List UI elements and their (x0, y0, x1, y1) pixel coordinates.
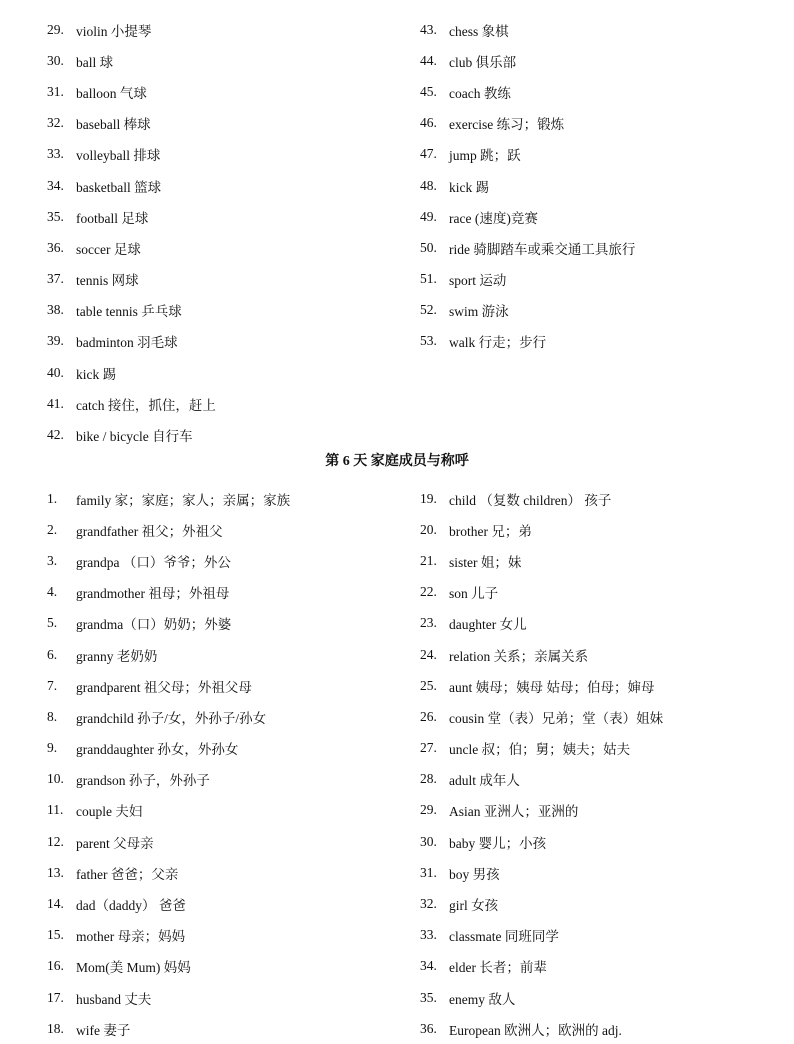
item-number: 51. (420, 271, 437, 287)
item-text: dad（daddy） 爸爸 (76, 898, 186, 914)
vocab-item (420, 733, 780, 764)
section1-right-column (420, 14, 780, 357)
vocab-item (420, 951, 780, 982)
item-text: grandson 孙子，外孙子 (76, 773, 210, 789)
item-text: grandmother 祖母；外祖母 (76, 586, 230, 602)
item-text: table tennis 乒乓球 (76, 304, 182, 320)
item-text: exercise 练习；锻炼 (449, 117, 565, 133)
item-text: wife 妻子 (76, 1022, 131, 1038)
item-number: 45. (420, 83, 437, 99)
item-text: family 家；家庭；家人；亲属；家族 (76, 492, 291, 508)
item-number: 15. (47, 927, 64, 943)
item-text: grandma（口）奶奶；外婆 (76, 617, 232, 633)
item-text: grandchild 孙子/女，外孙子/孙女 (76, 710, 267, 726)
vocab-item (420, 888, 780, 919)
item-number: 35. (420, 989, 437, 1005)
item-number: 53. (420, 333, 437, 349)
vocab-item (47, 608, 407, 639)
item-text: coach 教练 (449, 85, 511, 101)
item-number: 50. (420, 239, 437, 255)
vocab-item (420, 577, 780, 608)
item-text: granddaughter 孙女，外孙女 (76, 742, 239, 758)
item-number: 5. (47, 615, 58, 631)
item-text: grandfather 祖父；外祖父 (76, 523, 223, 539)
vocab-item (47, 14, 407, 45)
item-number: 18. (47, 1020, 64, 1036)
vocab-item (47, 951, 407, 982)
vocab-item (47, 139, 407, 170)
vocab-item (420, 295, 780, 326)
vocab-item (420, 545, 780, 576)
item-text: race (速度)竞赛 (449, 210, 538, 226)
vocab-item (47, 232, 407, 263)
vocab-item (47, 577, 407, 608)
item-number: 27. (420, 740, 437, 756)
item-number: 26. (420, 708, 437, 724)
item-text: badminton 羽毛球 (76, 335, 178, 351)
item-text: club 俱乐部 (449, 54, 517, 70)
item-number: 36. (420, 1020, 437, 1036)
vocab-item (47, 419, 407, 450)
item-number: 22. (420, 584, 437, 600)
item-text: girl 女孩 (449, 898, 499, 914)
item-text: swim 游泳 (449, 304, 509, 320)
item-number: 49. (420, 208, 437, 224)
vocab-item (47, 514, 407, 545)
vocab-item (47, 45, 407, 76)
vocab-item (420, 982, 780, 1013)
vocab-item (47, 108, 407, 139)
item-number: 1. (47, 490, 58, 506)
vocab-item (47, 76, 407, 107)
vocab-item (420, 795, 780, 826)
item-text: grandparent 祖父母；外祖父母 (76, 679, 252, 695)
vocab-item (47, 795, 407, 826)
item-text: European 欧洲人；欧洲的 adj. (449, 1022, 622, 1038)
item-number: 20. (420, 521, 437, 537)
item-number: 34. (47, 177, 64, 193)
vocab-item (420, 201, 780, 232)
item-number: 8. (47, 708, 58, 724)
item-text: baby 婴儿；小孩 (449, 835, 547, 851)
vocab-item (420, 45, 780, 76)
item-number: 52. (420, 302, 437, 318)
item-text: son 儿子 (449, 586, 499, 602)
vocab-item (47, 888, 407, 919)
vocab-item (420, 608, 780, 639)
item-text: elder 长者；前辈 (449, 960, 547, 976)
vocab-item (420, 764, 780, 795)
item-text: mother 母亲；妈妈 (76, 929, 186, 945)
vocab-item (420, 108, 780, 139)
item-text: couple 夫妇 (76, 804, 143, 820)
item-text: ball 球 (76, 54, 114, 70)
item-number: 14. (47, 896, 64, 912)
item-number: 33. (420, 927, 437, 943)
vocab-item (420, 826, 780, 857)
item-text: ride 骑脚踏车或乘交通工具旅行 (449, 241, 636, 257)
section-heading: 第 6 天 家庭成员与称呼 (325, 454, 469, 469)
vocab-item (47, 857, 407, 888)
item-number: 47. (420, 146, 437, 162)
item-text: baseball 棒球 (76, 117, 151, 133)
item-number: 36. (47, 239, 64, 255)
item-text: daughter 女儿 (449, 617, 527, 633)
item-text: aunt 姨母；姨母 姑母；伯母；婶母 (449, 679, 655, 695)
item-number: 30. (420, 833, 437, 849)
vocab-item (420, 232, 780, 263)
item-number: 12. (47, 833, 64, 849)
vocab-item (420, 670, 780, 701)
vocab-item (47, 982, 407, 1013)
item-number: 21. (420, 552, 437, 568)
item-text: balloon 气球 (76, 85, 147, 101)
item-text: walk 行走；步行 (449, 335, 547, 351)
item-number: 11. (47, 802, 64, 818)
vocab-item (420, 76, 780, 107)
item-number: 9. (47, 740, 58, 756)
section2-left-column (47, 483, 407, 1044)
item-text: parent 父母亲 (76, 835, 154, 851)
item-number: 34. (420, 958, 437, 974)
item-number: 2. (47, 521, 58, 537)
item-text: kick 踢 (449, 179, 490, 195)
vocab-item (47, 201, 407, 232)
item-number: 24. (420, 646, 437, 662)
vocab-item (420, 514, 780, 545)
item-number: 30. (47, 52, 64, 68)
item-number: 32. (420, 896, 437, 912)
item-number: 44. (420, 52, 437, 68)
section2-right-column (420, 483, 780, 1044)
vocab-item (47, 826, 407, 857)
vocab-item (47, 545, 407, 576)
vocab-item (420, 264, 780, 295)
item-number: 40. (47, 364, 64, 380)
item-text: bike / bicycle 自行车 (76, 429, 193, 445)
item-number: 19. (420, 490, 437, 506)
vocab-item (47, 326, 407, 357)
item-number: 39. (47, 333, 64, 349)
vocab-item (47, 764, 407, 795)
vocab-item (47, 295, 407, 326)
item-text: basketball 篮球 (76, 179, 162, 195)
vocab-item (47, 264, 407, 295)
vocab-item (47, 1013, 407, 1044)
item-number: 13. (47, 864, 64, 880)
vocab-item (47, 388, 407, 419)
vocab-item (47, 670, 407, 701)
vocab-item (47, 733, 407, 764)
item-text: tennis 网球 (76, 273, 139, 289)
vocab-item (47, 170, 407, 201)
item-text: chess 象棋 (449, 23, 509, 39)
item-text: father 爸爸；父亲 (76, 866, 179, 882)
item-text: classmate 同班同学 (449, 929, 559, 945)
item-text: violin 小提琴 (76, 23, 152, 39)
item-text: football 足球 (76, 210, 149, 226)
item-number: 35. (47, 208, 64, 224)
item-number: 37. (47, 271, 64, 287)
item-number: 23. (420, 615, 437, 631)
item-number: 46. (420, 115, 437, 131)
vocab-item (47, 639, 407, 670)
vocab-item (47, 357, 407, 388)
vocab-item (420, 920, 780, 951)
item-text: cousin 堂（表）兄弟；堂（表）姐妹 (449, 710, 664, 726)
item-number: 31. (420, 864, 437, 880)
item-text: Asian 亚洲人；亚洲的 (449, 804, 579, 820)
vocab-item (420, 170, 780, 201)
section1-left-column (47, 14, 407, 451)
item-number: 31. (47, 83, 64, 99)
vocab-item (47, 701, 407, 732)
item-number: 29. (47, 21, 64, 37)
item-number: 32. (47, 115, 64, 131)
vocab-item (420, 139, 780, 170)
vocab-item (420, 639, 780, 670)
item-text: soccer 足球 (76, 241, 141, 257)
item-text: kick 踢 (76, 366, 117, 382)
item-text: grandpa （口）爷爷；外公 (76, 554, 231, 570)
vocab-item (420, 1013, 780, 1044)
item-text: volleyball 排球 (76, 148, 161, 164)
item-number: 48. (420, 177, 437, 193)
item-text: relation 关系；亲属关系 (449, 648, 589, 664)
item-text: sister 姐；妹 (449, 554, 522, 570)
item-number: 38. (47, 302, 64, 318)
item-number: 28. (420, 771, 437, 787)
vocab-item (420, 14, 780, 45)
vocab-item (420, 857, 780, 888)
item-number: 33. (47, 146, 64, 162)
item-number: 42. (47, 427, 64, 443)
item-number: 17. (47, 989, 64, 1005)
item-text: catch 接住，抓住，赶上 (76, 397, 216, 413)
item-text: husband 丈夫 (76, 991, 152, 1007)
item-number: 6. (47, 646, 58, 662)
item-text: brother 兄；弟 (449, 523, 532, 539)
item-text: granny 老奶奶 (76, 648, 158, 664)
item-number: 43. (420, 21, 437, 37)
item-text: child （复数 children） 孩子 (449, 492, 612, 508)
item-text: adult 成年人 (449, 773, 520, 789)
item-text: enemy 敌人 (449, 991, 516, 1007)
item-number: 29. (420, 802, 437, 818)
item-number: 7. (47, 677, 58, 693)
item-number: 4. (47, 584, 58, 600)
item-text: sport 运动 (449, 273, 507, 289)
vocab-item (420, 326, 780, 357)
vocab-item (420, 701, 780, 732)
item-text: Mom(美 Mum) 妈妈 (76, 960, 191, 976)
vocab-item (47, 483, 407, 514)
item-text: boy 男孩 (449, 866, 500, 882)
item-number: 41. (47, 395, 64, 411)
item-number: 16. (47, 958, 64, 974)
item-text: uncle 叔；伯；舅；姨夫；姑夫 (449, 742, 631, 758)
item-number: 10. (47, 771, 64, 787)
item-number: 25. (420, 677, 437, 693)
vocab-item (420, 483, 780, 514)
item-number: 3. (47, 552, 58, 568)
vocab-item (47, 920, 407, 951)
item-text: jump 跳；跃 (449, 148, 521, 164)
